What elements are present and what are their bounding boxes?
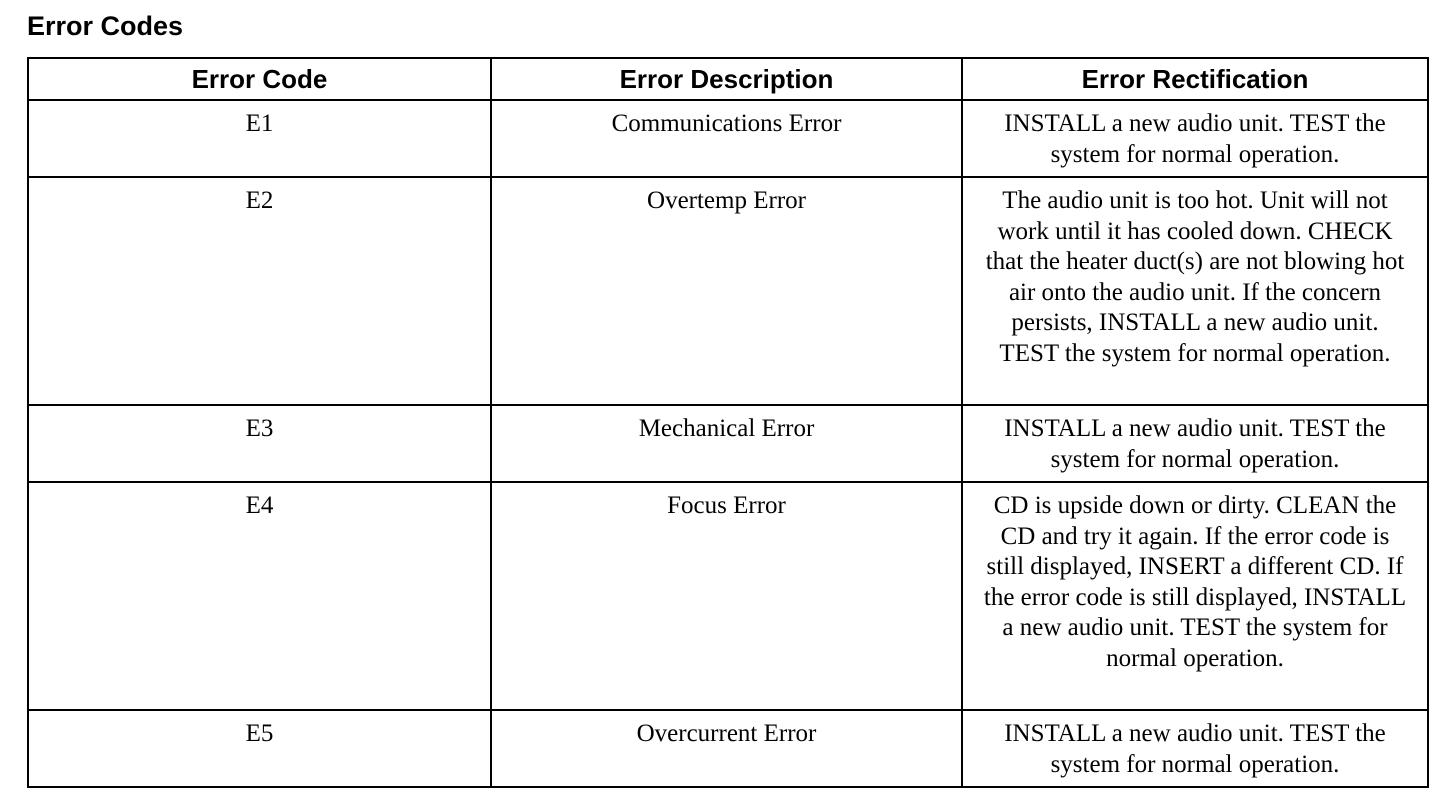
error-code-cell: E3 [28, 405, 491, 482]
table-row [28, 100, 1428, 177]
table-row [28, 710, 1428, 787]
page-title: Error Codes [27, 11, 184, 41]
column-header-error-code: Error Code [28, 58, 491, 100]
error-description-cell: Overcurrent Error [491, 710, 962, 787]
error-rectification-cell: INSTALL a new audio unit. TEST the system for normal operation. [962, 100, 1428, 177]
error-rectification-cell: INSTALL a new audio unit. TEST the system for normal operation. [962, 405, 1428, 482]
table-row [28, 482, 1428, 710]
error-code-cell: E5 [28, 710, 491, 787]
error-rectification-cell: The audio unit is too hot. Unit will not work until it has cooled down. CHECK that the heater duct(s) are not blowing hot air onto the audio unit. If the concern persists, INSTALL a new audio unit. TEST the system for normal operation. [962, 177, 1428, 405]
table-row [28, 405, 1428, 482]
error-description-cell: Overtemp Error [491, 177, 962, 405]
error-description-cell: Mechanical Error [491, 405, 962, 482]
header-row [28, 58, 1428, 100]
error-codes-table [27, 57, 1429, 788]
error-description-cell: Communications Error [491, 100, 962, 177]
error-rectification-cell: CD is upside down or dirty. CLEAN the CD and try it again. If the error code is still displayed, INSERT a different CD. If the error code is still displayed, INSTALL a new audio unit. TEST the system for normal operation. [962, 482, 1428, 710]
error-code-cell: E2 [28, 177, 491, 405]
column-header-error-description: Error Description [491, 58, 962, 100]
table-row [28, 177, 1428, 405]
column-header-error-rectification: Error Rectification [962, 58, 1428, 100]
error-rectification-cell: INSTALL a new audio unit. TEST the system for normal operation. [962, 710, 1428, 787]
error-code-cell: E1 [28, 100, 491, 177]
error-code-cell: E4 [28, 482, 491, 710]
error-description-cell: Focus Error [491, 482, 962, 710]
